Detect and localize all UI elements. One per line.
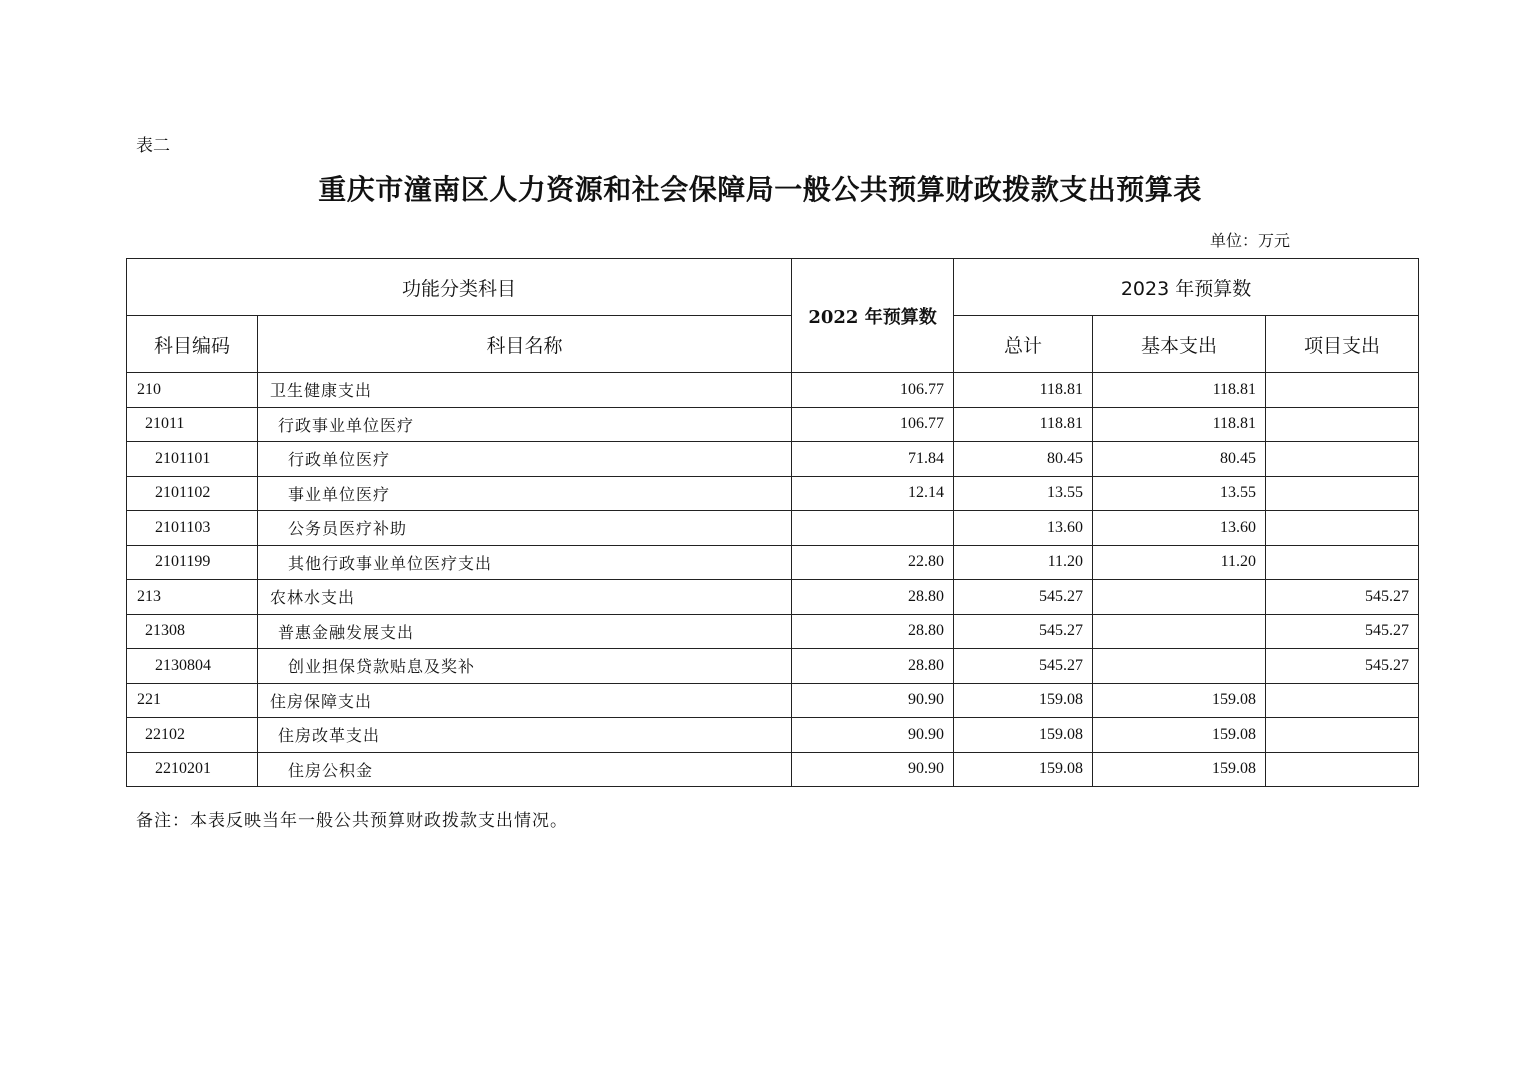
total-cell: 545.27 [954,580,1093,615]
basic-expense-cell: 80.45 [1093,442,1266,477]
header-basic-expense: 基本支出 [1093,316,1266,373]
subject-name-cell: 卫生健康支出 [258,373,792,408]
basic-expense-cell [1093,580,1266,615]
basic-expense-cell: 159.08 [1093,752,1266,787]
project-expense-cell [1266,683,1419,718]
budget-2022-cell: 71.84 [792,442,954,477]
budget-2022-cell: 12.14 [792,476,954,511]
budget-2022-cell: 90.90 [792,683,954,718]
budget-2022-cell: 106.77 [792,407,954,442]
total-cell: 159.08 [954,718,1093,753]
budget-2022-cell: 28.80 [792,580,954,615]
subject-code-cell: 22102 [127,718,258,753]
table-row [127,718,1419,753]
unit-label: 单位：万元 [1210,231,1291,250]
budget-2022-cell: 22.80 [792,545,954,580]
table-row [127,649,1419,684]
footnote: 备注：本表反映当年一般公共预算财政拨款支出情况。 [136,811,568,831]
subject-code-cell: 2101103 [127,511,258,546]
basic-expense-cell: 159.08 [1093,683,1266,718]
subject-name-cell: 住房公积金 [258,752,792,787]
project-expense-cell: 545.27 [1266,580,1419,615]
budget-2022-cell [792,511,954,546]
subject-code-cell: 2210201 [127,752,258,787]
total-cell: 118.81 [954,373,1093,408]
basic-expense-cell [1093,649,1266,684]
subject-code-cell: 21011 [127,407,258,442]
total-cell: 159.08 [954,683,1093,718]
total-cell: 545.27 [954,614,1093,649]
basic-expense-cell: 13.55 [1093,476,1266,511]
subject-code-cell: 21308 [127,614,258,649]
table-row [127,407,1419,442]
subject-name-cell: 行政单位医疗 [258,442,792,477]
table-row [127,476,1419,511]
header-subject-code: 科目编码 [127,316,258,373]
project-expense-cell [1266,373,1419,408]
project-expense-cell [1266,545,1419,580]
subject-code-cell: 213 [127,580,258,615]
table-row [127,511,1419,546]
subject-name-cell: 其他行政事业单位医疗支出 [258,545,792,580]
project-expense-cell [1266,442,1419,477]
budget-table [126,258,1419,787]
table-row [127,614,1419,649]
subject-code-cell: 2101102 [127,476,258,511]
total-cell: 545.27 [954,649,1093,684]
budget-2022-cell: 28.80 [792,649,954,684]
project-expense-cell [1266,752,1419,787]
subject-name-cell: 事业单位医疗 [258,476,792,511]
total-cell: 13.55 [954,476,1093,511]
project-expense-cell [1266,718,1419,753]
header-project-expense: 项目支出 [1266,316,1419,373]
total-cell: 13.60 [954,511,1093,546]
total-cell: 80.45 [954,442,1093,477]
table-label: 表二 [136,136,170,156]
subject-code-cell: 210 [127,373,258,408]
table-body [127,373,1419,787]
basic-expense-cell: 118.81 [1093,407,1266,442]
budget-2022-cell: 90.90 [792,718,954,753]
project-expense-cell: 545.27 [1266,649,1419,684]
table-row [127,752,1419,787]
header-total: 总计 [954,316,1093,373]
subject-name-cell: 住房改革支出 [258,718,792,753]
subject-code-cell: 2130804 [127,649,258,684]
project-expense-cell [1266,476,1419,511]
table-row [127,442,1419,477]
header-budget-2023: 2023 年预算数 [954,259,1419,316]
subject-name-cell: 创业担保贷款贴息及奖补 [258,649,792,684]
basic-expense-cell [1093,614,1266,649]
budget-2022-cell: 90.90 [792,752,954,787]
project-expense-cell [1266,407,1419,442]
subject-code-cell: 2101199 [127,545,258,580]
subject-name-cell: 农林水支出 [258,580,792,615]
subject-name-cell: 住房保障支出 [258,683,792,718]
table-row [127,545,1419,580]
total-cell: 118.81 [954,407,1093,442]
basic-expense-cell: 118.81 [1093,373,1266,408]
header-functional-category: 功能分类科目 [127,259,792,316]
header-subject-name: 科目名称 [258,316,792,373]
subject-name-cell: 行政事业单位医疗 [258,407,792,442]
header-budget-2022: 2022 年预算数 [792,259,954,373]
subject-name-cell: 普惠金融发展支出 [258,614,792,649]
table-row [127,683,1419,718]
subject-code-cell: 2101101 [127,442,258,477]
project-expense-cell: 545.27 [1266,614,1419,649]
basic-expense-cell: 11.20 [1093,545,1266,580]
table-row [127,580,1419,615]
project-expense-cell [1266,511,1419,546]
page-title: 重庆市潼南区人力资源和社会保障局一般公共预算财政拨款支出预算表 [318,173,1202,206]
basic-expense-cell: 13.60 [1093,511,1266,546]
table-row [127,373,1419,408]
budget-2022-cell: 106.77 [792,373,954,408]
basic-expense-cell: 159.08 [1093,718,1266,753]
subject-code-cell: 221 [127,683,258,718]
total-cell: 11.20 [954,545,1093,580]
budget-2022-cell: 28.80 [792,614,954,649]
subject-name-cell: 公务员医疗补助 [258,511,792,546]
total-cell: 159.08 [954,752,1093,787]
